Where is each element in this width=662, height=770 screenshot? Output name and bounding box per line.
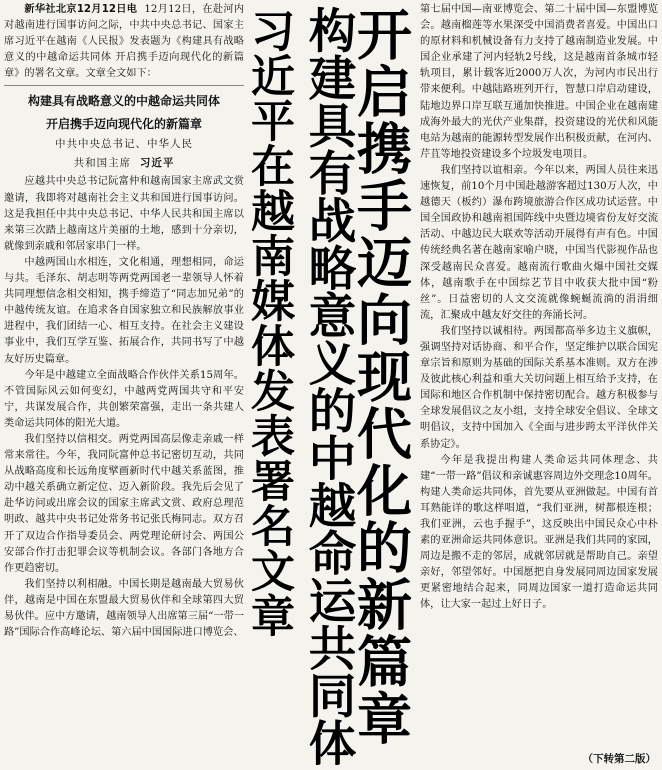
headline-main-1: 开启携手迈向现代化的新篇章 [348,6,412,747]
right-paragraph: 第七届中国—南亚博览会、第二十届中国—东盟博览会。越南榴莲等水果深受中国消费者喜爱。中国出口的原材料和机械设备有力支持了越南制造业发展。中国企业承建了河内轻轨2号线，这是越南首条城市轻轨项目，累计载客近2000万人次，为河内市民出行带来便利。中越陆路班列开行，智慧口岸启动建设，陆地边界口岸互联互通加快推进。中国企业在越南建成海外最大的光伏产业集群，投资建设的光伏和风能电站为越南的能源转型发展作出积极贡献，在河内、芹苴等地投资建设多个垃圾发电项目。 [420,4,658,160]
separator [4,85,244,86]
right-column [420,2,658,766]
left-paragraph: 我们坚持以利相融。中国长期是越南最大贸易伙伴，越南是中国在东盟最大贸易伙伴和全球第四大贸易伙伴。应中方邀请，越南领导人出席第三届“一带一路”国际合作高峰论坛、第六届中国国际进口博览会、 [4,578,244,639]
dateline [4,2,244,82]
headline-side: 习近平在越南媒体发表署名文章 [243,8,294,638]
byline-line-1: 中共中央总书记、中华人民 [55,138,193,151]
left-paragraph: 我们坚持以信相交。两党两国高层像走亲戚一样常来常往。今年，我同阮富仲总书记密切互动，共同从战略高度和长远角度擘画新时代中越关系蓝图，推动中越关系确立新定位、迈入新阶段。我先后会见了赴华访问或出席会议的国家主席武文赏、政府总理范明政、越共中央书记处常务书记张氏梅同志。双方召开了双边合作指导委员会、两党理论研讨会、两国公安部合作打击犯罪会议等机制会议。各部门各地方合作更趋密切。 [4,433,244,574]
right-paragraph: 我们坚持以诚相待。两国都高举多边主义旗帜，强调坚持对话协商、和平合作，坚定维护以联合国宪章宗旨和原则为基础的国际关系基本准则。双方在涉及彼此核心利益和重大关切问题上相互给予支持，在国际和地区合作机制中保持密切配合。越方积极参与全球发展倡议之友小组，支持全球安全倡议、全球文明倡议，支持中国加入《全面与进步跨太平洋伙伴关系协定》。 [420,325,658,450]
left-paragraph: 应越共中央总书记阮富仲和越南国家主席武文赏邀请，我即将对越南社会主义共和国进行国事访问。这是我担任中共中央总书记、中华人民共和国主席以来第三次踏上越南这片美丽的土地，感到十分亲切，就像到亲戚和邻居家串门一样。 [4,176,244,252]
left-paragraph: 今年是中越建立全面战略合作伙伴关系15周年。不管国际风云如何变幻，中越两党两国共守和平安宁，共谋发展合作，共创繁荣富强，走出一条共建人类命运共同体的阳光大道。 [4,369,244,429]
byline-name: 习近平 [139,157,175,170]
byline-line-2 [4,155,244,171]
left-paragraph: 中越两国山水相连，文化相通，理想相同，命运与共。毛泽东、胡志明等两党两国老一辈领导人怀着共同理想信念相交相知，携手缔造了“同志加兄弟”的中越传统友谊。在追求各自国家独立和民族解放事业进程中，我们团结一心、相互支持。在社会主义建设事业中，我们互学互鉴、拓展合作，共同书写了中越友好历史篇章。 [4,256,244,365]
byline-title: 共和国主席 [73,157,132,170]
dateline-label: 新华社北京12月12日电 [24,4,138,15]
article-title-line-1: 构建具有战略意义的中越命运共同体 [27,94,220,109]
right-paragraph: 今年是我提出构建人类命运共同体理念、共建“一带一路”倡议和亲诚惠容周边外交理念10周年。构建人类命运共同体，首先要从亚洲做起。中国有首耳熟能详的歌这样唱道，“我们亚洲，树都根连根；我们亚洲，云也手握手”，这反映出中国民众心中朴素的亚洲命运共同体意识。亚洲是我们共同的家园，周边是搬不走的邻居，成就邻居就是帮助自己。亲望亲好，邻望邻好。中国愿把自身发展同周边国家发展更紧密地结合起来，同周边国家一道打造命运共同体，让大家一起过上好日子。 [420,454,658,611]
dateline-text: 12月12日，在赴河内对越南进行国事访问之际，中共中央总书记、国家主席习近平在越南《人民报》发表题为《构建具有战略意义的中越命运共同体 开启携手迈向现代化的新篇章》的署名文章。文章全文如下： [4,4,244,80]
headline-main-2: 构建具有战略意义的中越命运共同体 [300,6,355,766]
continued-note: （下转第二版） [582,753,656,765]
left-column [4,2,244,766]
right-paragraph: 我们坚持以谊相亲。今年以来，两国人员往来迅速恢复，前10个月中国赴越游客超过130万人次，中越德天（板约）瀑布跨境旅游合作区成功试运营。中国全国政协和越南祖国阵线中央暨边境省份友好交流活动、中越边民大联欢等活动开展得有声有色。中国传统经典名著在越南家喻户晓，中国当代影视作品也深受越南民众喜爱。越南流行歌曲火爆中国社交媒体，越南歌手在中国综艺节目中收获大批中国“粉丝”。日益密切的人文交流就像蜿蜒流淌的涓涓细流，汇聚成中越友好交往的奔涌长河。 [420,164,658,321]
article-title-line-2: 开启携手迈向现代化的新篇章 [45,117,202,132]
